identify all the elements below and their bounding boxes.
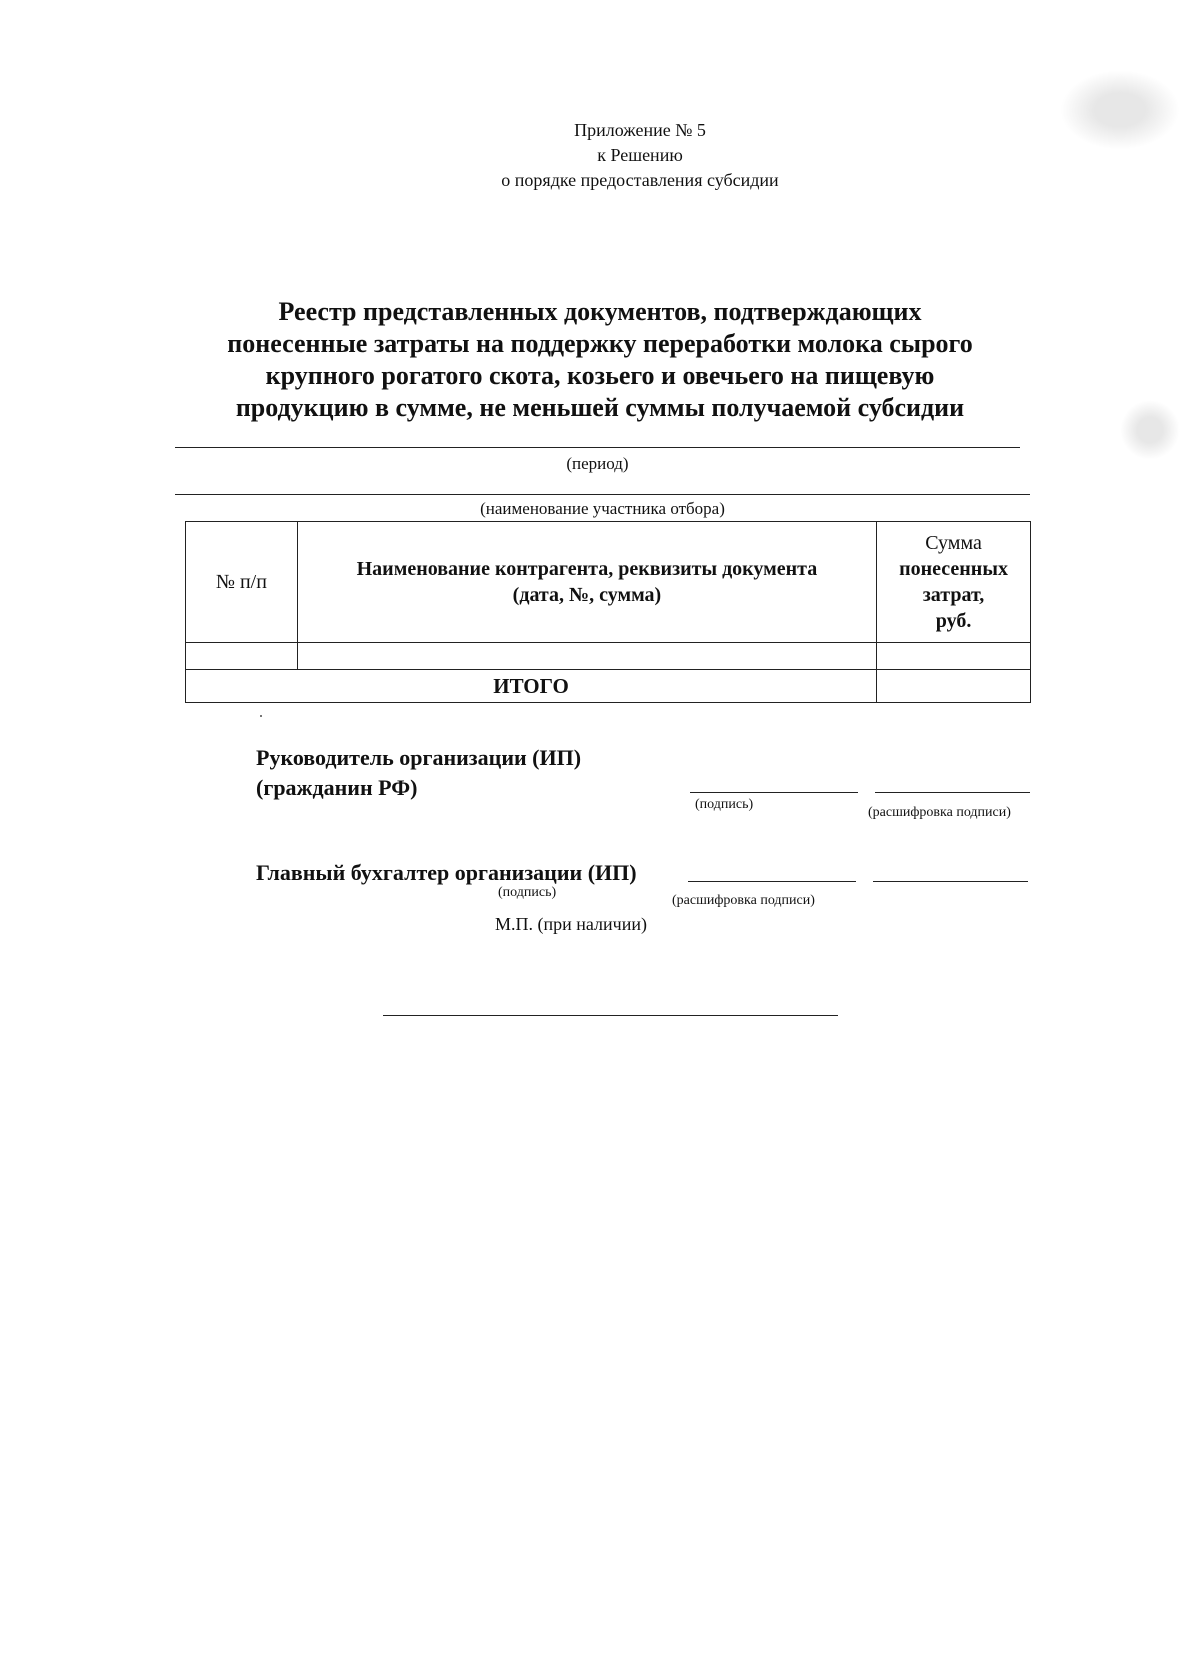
column-header-counterparty <box>297 522 876 643</box>
table-header-row <box>186 522 1031 643</box>
column-header-amount <box>877 522 1031 643</box>
appendix-header <box>400 118 880 193</box>
participant-field-line[interactable] <box>175 494 1030 495</box>
scan-noise <box>1060 70 1180 150</box>
period-caption: (период) <box>566 454 629 473</box>
table-total-row <box>186 670 1031 703</box>
title-line: продукцию в сумме, не меньшей суммы получаемой субсидии <box>235 393 965 422</box>
head-signature-caption: (подпись) <box>695 797 754 812</box>
head-role-line: Руководитель организации (ИП) <box>256 745 582 770</box>
scan-dot <box>260 715 262 717</box>
head-role-line: (гражданин РФ) <box>256 775 418 800</box>
total-label: ИТОГО <box>186 670 877 703</box>
appendix-reference: к Решению <box>597 145 683 165</box>
head-role <box>256 743 581 803</box>
bottom-separator-line <box>383 1015 838 1016</box>
column-header-number: № п/п <box>186 522 298 643</box>
appendix-number: Приложение № 5 <box>574 120 706 140</box>
table-cell-number[interactable] <box>186 643 298 670</box>
column-header-amount-line: понесенных <box>899 558 1008 580</box>
total-amount-cell[interactable] <box>877 670 1031 703</box>
table-row <box>186 643 1031 670</box>
title-line: Реестр представленных документов, подтверждающих <box>278 297 922 326</box>
table-cell-amount[interactable] <box>877 643 1031 670</box>
document-title <box>150 296 1050 424</box>
stamp-note: М.П. (при наличии) <box>495 914 647 934</box>
accountant-signature-line[interactable] <box>688 881 856 882</box>
accountant-role: Главный бухгалтер организации (ИП) <box>256 860 637 885</box>
appendix-subject: о порядке предоставления субсидии <box>501 170 779 190</box>
column-header-counterparty-line: Наименование контрагента, реквизиты документа <box>356 558 818 580</box>
column-header-counterparty-line: (дата, №, сумма) <box>512 584 662 606</box>
title-line: понесенные затраты на поддержку переработки молока сырого <box>227 329 973 358</box>
head-decoding-caption: (расшифровка подписи) <box>868 805 1011 820</box>
table-cell-counterparty[interactable] <box>297 643 876 670</box>
title-line: крупного рогатого скота, козьего и овечьего на пищевую <box>265 361 935 390</box>
column-header-amount-line: затрат, <box>922 584 985 606</box>
documents-register-table <box>185 521 1031 703</box>
period-field-line[interactable] <box>175 447 1020 448</box>
head-signature-line[interactable] <box>690 792 858 793</box>
scan-noise <box>1120 400 1180 460</box>
accountant-decoding-line[interactable] <box>873 881 1028 882</box>
column-header-amount-line: руб. <box>935 610 972 632</box>
head-decoding-line[interactable] <box>875 792 1030 793</box>
accountant-decoding-caption: (расшифровка подписи) <box>672 893 815 908</box>
column-header-amount-line: Сумма <box>925 532 982 554</box>
accountant-signature-caption: (подпись) <box>498 885 557 900</box>
participant-caption: (наименование участника отбора) <box>480 499 725 518</box>
